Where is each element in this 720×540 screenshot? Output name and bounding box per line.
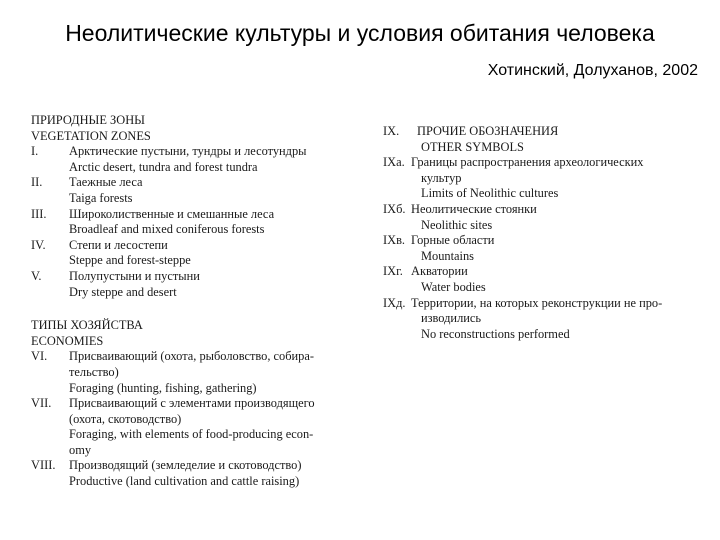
legend-text-en: Foraging, with elements of food-producing econ- [69, 427, 314, 442]
legend-text-ru-cont: тельство) [69, 364, 119, 379]
legend-text-en: Water bodies [421, 279, 486, 294]
legend-right-column [383, 124, 713, 342]
legend-text-en: Dry steppe and desert [69, 284, 177, 299]
legend-item [383, 233, 713, 264]
legend-text-ru: Полупустыни и пустыни [69, 268, 200, 283]
legend-number: II. [31, 175, 43, 190]
legend-text-en: Steppe and forest-steppe [69, 253, 191, 268]
legend-number: I. [31, 144, 39, 159]
legend-number: VI. [31, 349, 48, 364]
legend-number: VII. [31, 396, 52, 411]
legend-text-ru: Неолитические стоянки [411, 201, 537, 216]
legend-text-ru: Присваивающий с элементами производящего [69, 396, 315, 411]
legend-text-ru: Степи и лесостепи [69, 237, 168, 252]
legend-number: IXд. [383, 295, 406, 310]
legend-text-ru: Арктические пустыни, тундры и лесотундры [69, 144, 307, 159]
legend-text-ru-cont: (охота, скотоводство) [69, 411, 182, 426]
legend-text-en: Foraging (hunting, fishing, gathering) [69, 380, 257, 395]
legend-text-en: Neolithic sites [421, 217, 493, 232]
legend-text-ru: Присваивающий (охота, рыболовство, собира- [69, 349, 314, 364]
legend-text-ru: Таежные леса [69, 175, 143, 190]
page-title: Неолитические культуры и условия обитания человека [65, 20, 655, 46]
legend-text-en: No reconstructions performed [421, 326, 570, 341]
symbols-heading-en: OTHER SYMBOLS [421, 139, 524, 154]
vegetation-heading-ru: ПРИРОДНЫЕ ЗОНЫ [31, 113, 145, 127]
legend-item [383, 296, 713, 343]
legend-text-ru-cont: изводились [421, 311, 482, 326]
legend-number: IXa. [383, 155, 405, 170]
legend-text-en-cont: omy [69, 442, 92, 457]
legend-number: IXв. [383, 233, 406, 248]
legend-number: III. [31, 206, 47, 221]
legend-number: IV. [31, 237, 46, 252]
legend-number: IXг. [383, 264, 403, 279]
legend-text-ru: Широколиственные и смешанные леса [69, 206, 275, 221]
source-citation: Хотинский, Долуханов, 2002 [487, 62, 698, 79]
legend-text-en: Broadleaf and mixed coniferous forests [69, 222, 265, 237]
legend-text-en: Mountains [421, 248, 475, 263]
legend-text-en: Limits of Neolithic cultures [421, 186, 559, 201]
legend-item [31, 175, 361, 206]
legend-item [31, 269, 361, 300]
legend-left-column [31, 113, 361, 490]
legend-item [31, 238, 361, 269]
economies-heading-ru: ТИПЫ ХОЗЯЙСТВА [31, 318, 143, 333]
legend-item [31, 396, 361, 458]
legend-number: IXб. [383, 201, 406, 216]
legend-text-en: Taiga forests [69, 190, 133, 205]
legend-item [31, 144, 361, 175]
vegetation-heading-en: VEGETATION ZONES [31, 128, 151, 143]
legend-number: IX. [383, 124, 400, 138]
legend-text-ru: Территории, на которых реконструкции не про- [411, 295, 663, 310]
legend-text-en: Arctic desert, tundra and forest tundra [69, 159, 258, 174]
economies-heading-en: ECONOMIES [31, 333, 104, 348]
legend-text-ru: Границы распространения археологических [411, 155, 644, 170]
legend-item [31, 207, 361, 238]
legend-text-ru: Производящий (земледелие и скотоводство) [69, 458, 302, 473]
legend-text-ru-cont: культур [421, 170, 462, 185]
legend-item [31, 458, 361, 489]
legend-item [31, 349, 361, 396]
legend-text-ru: Горные области [411, 233, 495, 248]
legend-item [383, 202, 713, 233]
legend-number: V. [31, 268, 42, 283]
legend-text-en: Productive (land cultivation and cattle raising) [69, 474, 300, 489]
symbols-heading-ru: ПРОЧИЕ ОБОЗНАЧЕНИЯ [417, 124, 559, 138]
legend-item [383, 155, 713, 202]
legend-item [383, 264, 713, 295]
legend-text-ru: Акватории [411, 264, 468, 279]
legend-number: VIII. [31, 458, 56, 473]
